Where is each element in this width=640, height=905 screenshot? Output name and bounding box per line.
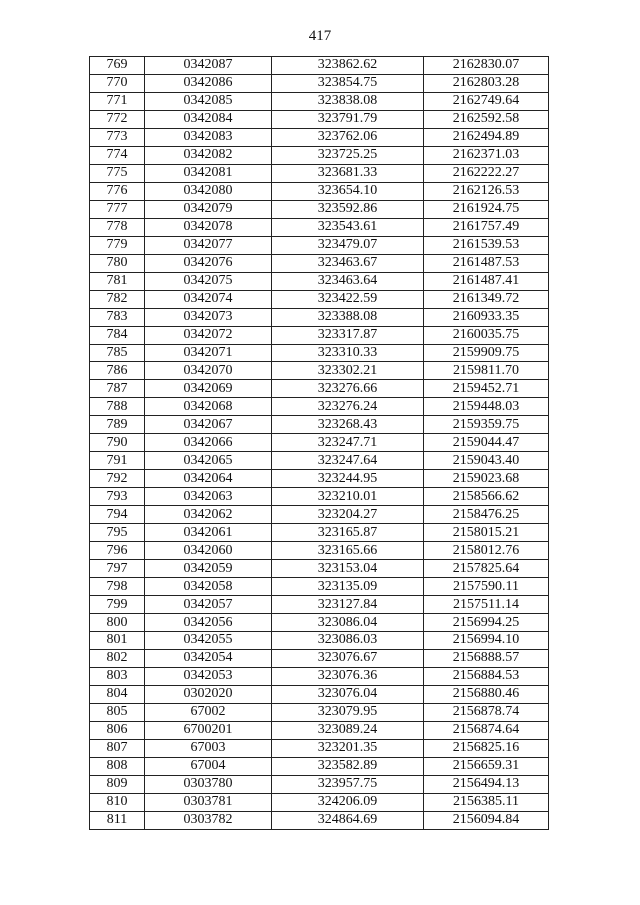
table-row [90, 488, 549, 506]
x-coordinate-cell: 323854.75 [272, 74, 424, 92]
y-coordinate-cell: 2160933.35 [424, 308, 549, 326]
y-coordinate-cell: 2162371.03 [424, 146, 549, 164]
y-coordinate-cell: 2158012.76 [424, 542, 549, 560]
table-row [90, 200, 549, 218]
row-index-cell: 778 [90, 218, 145, 236]
row-index-cell: 793 [90, 488, 145, 506]
row-index-cell: 780 [90, 254, 145, 272]
table-body [90, 57, 549, 830]
x-coordinate-cell: 323762.06 [272, 128, 424, 146]
page-number: 417 [308, 28, 332, 44]
y-coordinate-cell: 2162126.53 [424, 182, 549, 200]
point-id-cell: 0342055 [145, 632, 272, 650]
x-coordinate-cell: 323654.10 [272, 182, 424, 200]
x-coordinate-cell: 323681.33 [272, 164, 424, 182]
y-coordinate-cell: 2158015.21 [424, 524, 549, 542]
y-coordinate-cell: 2161487.41 [424, 272, 549, 290]
y-coordinate-cell: 2159359.75 [424, 416, 549, 434]
x-coordinate-cell: 323086.04 [272, 614, 424, 632]
point-id-cell: 0342081 [145, 164, 272, 182]
x-coordinate-cell: 323135.09 [272, 578, 424, 596]
table-row [90, 236, 549, 254]
point-id-cell: 0303781 [145, 793, 272, 811]
x-coordinate-cell: 323310.33 [272, 344, 424, 362]
row-index-cell: 791 [90, 452, 145, 470]
table-row [90, 182, 549, 200]
point-id-cell: 0342080 [145, 182, 272, 200]
table-row [90, 757, 549, 775]
point-id-cell: 0342063 [145, 488, 272, 506]
point-id-cell: 0342061 [145, 524, 272, 542]
row-index-cell: 792 [90, 470, 145, 488]
row-index-cell: 807 [90, 739, 145, 757]
y-coordinate-cell: 2157825.64 [424, 560, 549, 578]
point-id-cell: 0342082 [145, 146, 272, 164]
x-coordinate-cell: 323268.43 [272, 416, 424, 434]
row-index-cell: 787 [90, 380, 145, 398]
row-index-cell: 789 [90, 416, 145, 434]
table-row [90, 811, 549, 829]
point-id-cell: 67003 [145, 739, 272, 757]
x-coordinate-cell: 323153.04 [272, 560, 424, 578]
point-id-cell: 0342072 [145, 326, 272, 344]
point-id-cell: 0342084 [145, 110, 272, 128]
row-index-cell: 781 [90, 272, 145, 290]
x-coordinate-cell: 323463.64 [272, 272, 424, 290]
table-row [90, 649, 549, 667]
x-coordinate-cell: 323210.01 [272, 488, 424, 506]
x-coordinate-cell: 323076.04 [272, 685, 424, 703]
point-id-cell: 0302020 [145, 685, 272, 703]
table-row [90, 74, 549, 92]
y-coordinate-cell: 2162830.07 [424, 57, 549, 75]
y-coordinate-cell: 2162749.64 [424, 92, 549, 110]
point-id-cell: 0342086 [145, 74, 272, 92]
row-index-cell: 774 [90, 146, 145, 164]
table-row [90, 452, 549, 470]
x-coordinate-cell: 323247.71 [272, 434, 424, 452]
y-coordinate-cell: 2156994.25 [424, 614, 549, 632]
table-row [90, 578, 549, 596]
y-coordinate-cell: 2159023.68 [424, 470, 549, 488]
table-row [90, 164, 549, 182]
table-row [90, 793, 549, 811]
y-coordinate-cell: 2159448.03 [424, 398, 549, 416]
point-id-cell: 0342067 [145, 416, 272, 434]
row-index-cell: 804 [90, 685, 145, 703]
x-coordinate-cell: 323204.27 [272, 506, 424, 524]
y-coordinate-cell: 2159043.40 [424, 452, 549, 470]
y-coordinate-cell: 2158476.25 [424, 506, 549, 524]
table-row [90, 775, 549, 793]
x-coordinate-cell: 323862.62 [272, 57, 424, 75]
y-coordinate-cell: 2157511.14 [424, 596, 549, 614]
table-row [90, 308, 549, 326]
point-id-cell: 0342053 [145, 667, 272, 685]
point-id-cell: 0342058 [145, 578, 272, 596]
x-coordinate-cell: 323582.89 [272, 757, 424, 775]
x-coordinate-cell: 323302.21 [272, 362, 424, 380]
row-index-cell: 775 [90, 164, 145, 182]
x-coordinate-cell: 323076.36 [272, 667, 424, 685]
table-row [90, 380, 549, 398]
x-coordinate-cell: 323127.84 [272, 596, 424, 614]
y-coordinate-cell: 2156880.46 [424, 685, 549, 703]
point-id-cell: 0342054 [145, 649, 272, 667]
row-index-cell: 799 [90, 596, 145, 614]
row-index-cell: 803 [90, 667, 145, 685]
table-row [90, 614, 549, 632]
point-id-cell: 0342069 [145, 380, 272, 398]
x-coordinate-cell: 323086.03 [272, 632, 424, 650]
y-coordinate-cell: 2159811.70 [424, 362, 549, 380]
point-id-cell: 0342070 [145, 362, 272, 380]
row-index-cell: 801 [90, 632, 145, 650]
y-coordinate-cell: 2159044.47 [424, 434, 549, 452]
point-id-cell: 0342060 [145, 542, 272, 560]
y-coordinate-cell: 2157590.11 [424, 578, 549, 596]
y-coordinate-cell: 2156994.10 [424, 632, 549, 650]
y-coordinate-cell: 2159909.75 [424, 344, 549, 362]
table-row [90, 128, 549, 146]
x-coordinate-cell: 323317.87 [272, 326, 424, 344]
row-index-cell: 796 [90, 542, 145, 560]
point-id-cell: 0342085 [145, 92, 272, 110]
y-coordinate-cell: 2156494.13 [424, 775, 549, 793]
table-row [90, 721, 549, 739]
x-coordinate-cell: 323165.87 [272, 524, 424, 542]
point-id-cell: 0342056 [145, 614, 272, 632]
row-index-cell: 783 [90, 308, 145, 326]
table-row [90, 524, 549, 542]
row-index-cell: 811 [90, 811, 145, 829]
x-coordinate-cell: 323479.07 [272, 236, 424, 254]
y-coordinate-cell: 2161349.72 [424, 290, 549, 308]
table-row [90, 254, 549, 272]
row-index-cell: 770 [90, 74, 145, 92]
table-row [90, 416, 549, 434]
row-index-cell: 784 [90, 326, 145, 344]
row-index-cell: 805 [90, 703, 145, 721]
table-row [90, 218, 549, 236]
table-row [90, 362, 549, 380]
point-id-cell: 0342066 [145, 434, 272, 452]
table-row [90, 542, 549, 560]
point-id-cell: 0342057 [145, 596, 272, 614]
row-index-cell: 808 [90, 757, 145, 775]
table-row [90, 685, 549, 703]
point-id-cell: 67002 [145, 703, 272, 721]
point-id-cell: 0342075 [145, 272, 272, 290]
y-coordinate-cell: 2156659.31 [424, 757, 549, 775]
row-index-cell: 797 [90, 560, 145, 578]
row-index-cell: 773 [90, 128, 145, 146]
row-index-cell: 769 [90, 57, 145, 75]
table-row [90, 398, 549, 416]
point-id-cell: 0342077 [145, 236, 272, 254]
y-coordinate-cell: 2156878.74 [424, 703, 549, 721]
row-index-cell: 772 [90, 110, 145, 128]
table-row [90, 146, 549, 164]
y-coordinate-cell: 2156385.11 [424, 793, 549, 811]
y-coordinate-cell: 2156884.53 [424, 667, 549, 685]
x-coordinate-cell: 323422.59 [272, 290, 424, 308]
row-index-cell: 782 [90, 290, 145, 308]
y-coordinate-cell: 2161539.53 [424, 236, 549, 254]
row-index-cell: 790 [90, 434, 145, 452]
table-row [90, 739, 549, 757]
x-coordinate-cell: 323244.95 [272, 470, 424, 488]
row-index-cell: 795 [90, 524, 145, 542]
y-coordinate-cell: 2162222.27 [424, 164, 549, 182]
table-row [90, 92, 549, 110]
point-id-cell: 0342083 [145, 128, 272, 146]
x-coordinate-cell: 323838.08 [272, 92, 424, 110]
point-id-cell: 0342062 [145, 506, 272, 524]
table-row [90, 596, 549, 614]
x-coordinate-cell: 323165.66 [272, 542, 424, 560]
row-index-cell: 798 [90, 578, 145, 596]
y-coordinate-cell: 2161487.53 [424, 254, 549, 272]
table-row [90, 703, 549, 721]
row-index-cell: 809 [90, 775, 145, 793]
row-index-cell: 802 [90, 649, 145, 667]
row-index-cell: 786 [90, 362, 145, 380]
x-coordinate-cell: 323079.95 [272, 703, 424, 721]
y-coordinate-cell: 2158566.62 [424, 488, 549, 506]
y-coordinate-cell: 2156825.16 [424, 739, 549, 757]
point-id-cell: 0342065 [145, 452, 272, 470]
x-coordinate-cell: 323388.08 [272, 308, 424, 326]
point-id-cell: 0342073 [145, 308, 272, 326]
row-index-cell: 794 [90, 506, 145, 524]
x-coordinate-cell: 324206.09 [272, 793, 424, 811]
table-row [90, 560, 549, 578]
y-coordinate-cell: 2160035.75 [424, 326, 549, 344]
row-index-cell: 800 [90, 614, 145, 632]
x-coordinate-cell: 323276.24 [272, 398, 424, 416]
x-coordinate-cell: 324864.69 [272, 811, 424, 829]
row-index-cell: 779 [90, 236, 145, 254]
y-coordinate-cell: 2162494.89 [424, 128, 549, 146]
table-row [90, 57, 549, 75]
point-id-cell: 0342079 [145, 200, 272, 218]
x-coordinate-cell: 323201.35 [272, 739, 424, 757]
x-coordinate-cell: 323247.64 [272, 452, 424, 470]
x-coordinate-cell: 323076.67 [272, 649, 424, 667]
row-index-cell: 776 [90, 182, 145, 200]
table-row [90, 326, 549, 344]
y-coordinate-cell: 2156888.57 [424, 649, 549, 667]
table-row [90, 667, 549, 685]
table-row [90, 110, 549, 128]
point-id-cell: 0342076 [145, 254, 272, 272]
row-index-cell: 771 [90, 92, 145, 110]
x-coordinate-cell: 323089.24 [272, 721, 424, 739]
point-id-cell: 0342078 [145, 218, 272, 236]
table-row [90, 434, 549, 452]
point-id-cell: 0303780 [145, 775, 272, 793]
x-coordinate-cell: 323791.79 [272, 110, 424, 128]
point-id-cell: 0342087 [145, 57, 272, 75]
y-coordinate-cell: 2162592.58 [424, 110, 549, 128]
row-index-cell: 810 [90, 793, 145, 811]
table-row [90, 344, 549, 362]
y-coordinate-cell: 2161924.75 [424, 200, 549, 218]
x-coordinate-cell: 323276.66 [272, 380, 424, 398]
row-index-cell: 785 [90, 344, 145, 362]
x-coordinate-cell: 323725.25 [272, 146, 424, 164]
row-index-cell: 777 [90, 200, 145, 218]
table-row [90, 290, 549, 308]
point-id-cell: 67004 [145, 757, 272, 775]
table-row [90, 632, 549, 650]
point-id-cell: 0342059 [145, 560, 272, 578]
y-coordinate-cell: 2162803.28 [424, 74, 549, 92]
row-index-cell: 788 [90, 398, 145, 416]
point-id-cell: 0342064 [145, 470, 272, 488]
x-coordinate-cell: 323592.86 [272, 200, 424, 218]
row-index-cell: 806 [90, 721, 145, 739]
point-id-cell: 6700201 [145, 721, 272, 739]
point-id-cell: 0303782 [145, 811, 272, 829]
y-coordinate-cell: 2161757.49 [424, 218, 549, 236]
x-coordinate-cell: 323543.61 [272, 218, 424, 236]
y-coordinate-cell: 2156094.84 [424, 811, 549, 829]
table-row [90, 506, 549, 524]
point-id-cell: 0342068 [145, 398, 272, 416]
point-id-cell: 0342071 [145, 344, 272, 362]
coordinates-table [89, 56, 549, 830]
table-row [90, 272, 549, 290]
y-coordinate-cell: 2159452.71 [424, 380, 549, 398]
x-coordinate-cell: 323463.67 [272, 254, 424, 272]
y-coordinate-cell: 2156874.64 [424, 721, 549, 739]
table-row [90, 470, 549, 488]
x-coordinate-cell: 323957.75 [272, 775, 424, 793]
point-id-cell: 0342074 [145, 290, 272, 308]
